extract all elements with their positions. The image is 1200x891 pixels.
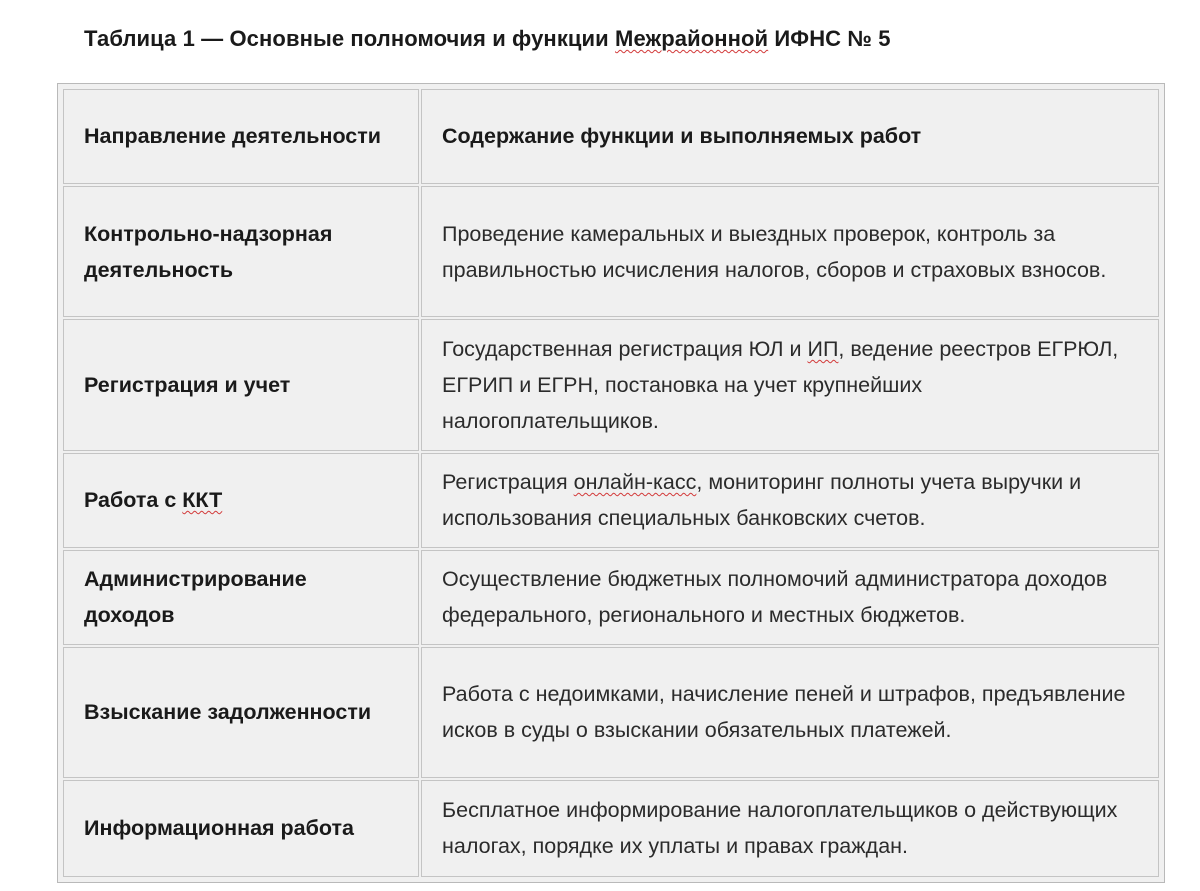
direction-spell-word: ККТ [182,488,223,513]
table-row [63,319,1159,450]
content-cell: Осуществление бюджетных полномочий администратора доходов федерального, регионального и местных бюджетов. [421,550,1159,645]
content-cell: Бесплатное информирование налогоплательщиков о действующих налогах, порядке их уплаты и правах граждан. [421,780,1159,877]
functions-table-frame [57,83,1165,883]
table-caption [84,26,891,52]
header-direction-cell: Направление деятельности [63,89,419,184]
content-text: , мониторинг полноты учета выручки и использования специальных банковских счетов. [442,470,1082,531]
table-row [63,647,1159,778]
content-spell-word: ИП [807,336,839,361]
direction-cell [63,453,419,548]
direction-cell: Контрольно-надзорная деятельность [63,186,419,317]
caption-spell-word: Межрайонной [615,26,769,51]
content-spell-word: онлайн-касс [573,470,697,495]
direction-text: Работа с [84,488,183,513]
direction-cell: Регистрация и учет [63,319,419,450]
content-cell: Проведение камеральных и выездных проверок, контроль за правильностью исчисления налогов, сборов и страховых взносов. [421,186,1159,317]
caption-prefix: Таблица 1 — Основные полномочия и функции [84,26,616,51]
table-header-row [63,89,1159,184]
content-cell [421,319,1159,450]
table-row [63,186,1159,317]
table-row [63,550,1159,645]
table-row [63,780,1159,877]
table-row [63,453,1159,548]
content-cell [421,453,1159,548]
functions-table [61,87,1161,879]
direction-cell: Информационная работа [63,780,419,877]
content-text: Государственная регистрация ЮЛ и [442,336,808,361]
content-text: Регистрация [442,470,574,495]
content-text: , ведение реестров ЕГРЮЛ, ЕГРИП и ЕГРН, постановка на учет крупнейших налогоплательщиков. [442,336,1119,433]
caption-suffix: ИФНС № 5 [768,26,891,51]
direction-cell: Взыскание задолженности [63,647,419,778]
direction-cell: Администрирование доходов [63,550,419,645]
header-content-cell: Содержание функции и выполняемых работ [421,89,1159,184]
content-cell: Работа с недоимками, начисление пеней и штрафов, предъявление исков в суды о взыскании обязательных платежей. [421,647,1159,778]
